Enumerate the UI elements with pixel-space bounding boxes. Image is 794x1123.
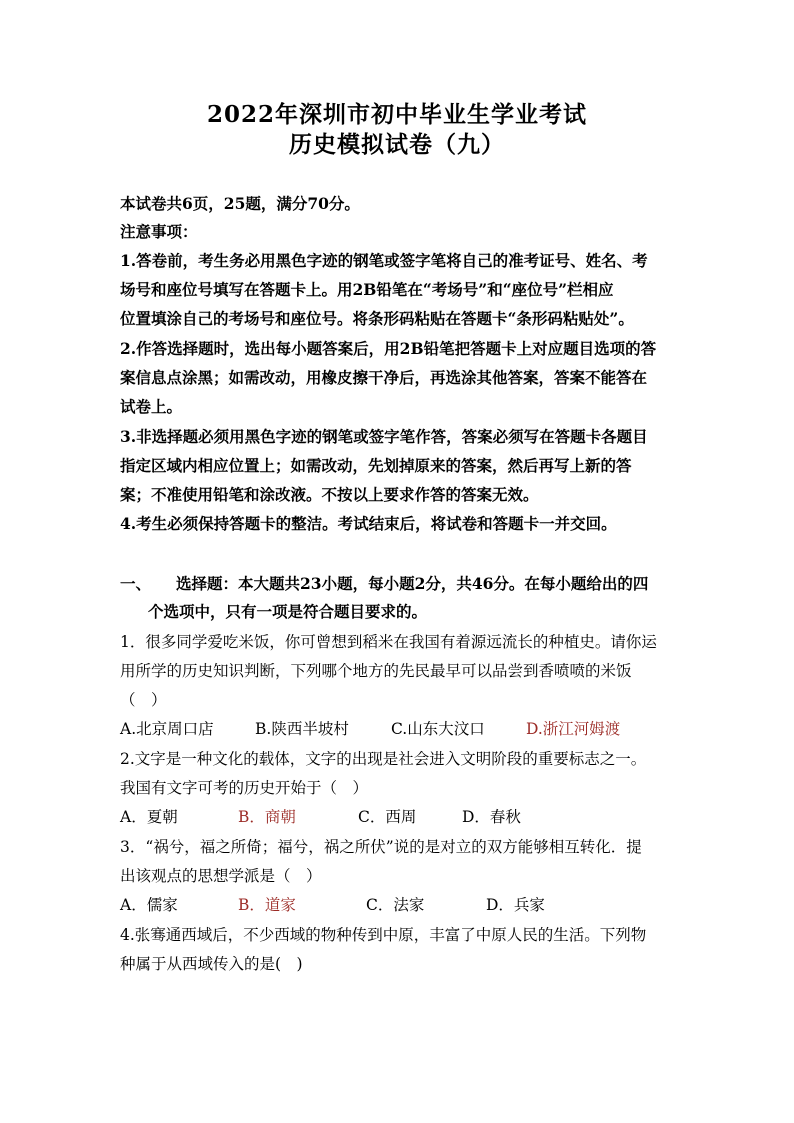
question-1-text: 用所学的历史知识判断，下列哪个地方的先民最早可以品尝到香喷喷的米饭 — [120, 662, 632, 680]
question-2-text: 2.文字是一种文化的载体，文字的出现是社会进入文明阶段的重要标志之一。 — [120, 750, 647, 768]
note-line: 场号和座位号填写在答题卡上。用2B铅笔在“考场号”和“座位号”栏相应 — [120, 280, 614, 299]
question-2-text: 我国有文字可考的历史开始于（ ） — [120, 779, 369, 797]
option-d: D．春秋 — [462, 808, 521, 826]
question-1-options — [120, 719, 680, 739]
section-instructions: 选择题：本大题共23小题，每小题2分，共46分。在每小题给出的四 — [176, 574, 649, 593]
paper-summary: 本试卷共6页，25题，满分70分。 — [120, 194, 360, 213]
question-4-text: 种属于从西域传入的是( ) — [120, 955, 303, 973]
option-d-answer: D.浙江河姆渡 — [526, 720, 621, 738]
note-line: 4.考生必须保持答题卡的整洁。考试结束后，将试卷和答题卡一并交回。 — [120, 514, 617, 533]
note-line: 试卷上。 — [120, 397, 183, 416]
page-subtitle: 历史模拟试卷（九） — [289, 131, 505, 158]
option-a: A.北京周口店 — [120, 720, 214, 738]
note-line: 指定区域内相应位置上；如需改动，先划掉原来的答案，然后再写上新的答 — [120, 456, 632, 475]
note-line: 案信息点涂黑；如需改动，用橡皮擦干净后，再选涂其他答案，答案不能答在 — [120, 368, 648, 387]
option-b: B.陕西半坡村 — [255, 720, 349, 738]
option-b-answer: B．道家 — [238, 896, 296, 914]
note-line: 3.非选择题必须用黑色字迹的钢笔或签字笔作答，答案必须写在答题卡各题目 — [120, 427, 648, 446]
option-a: A．夏朝 — [120, 808, 178, 826]
section-instructions-cont: 个选项中，只有一项是符合题目要求的。 — [148, 602, 428, 621]
question-1-blank: （ ） — [120, 691, 167, 709]
notes-heading: 注意事项： — [120, 222, 198, 241]
option-d: D．兵家 — [486, 896, 545, 914]
question-2-options — [120, 807, 680, 827]
note-line: 2.作答选择题时，选出每小题答案后，用2B铅笔把答题卡上对应题目选项的答 — [120, 339, 657, 358]
question-3-options — [120, 895, 680, 915]
question-4-text: 4.张骞通西域后，不少西域的物种传到中原，丰富了中原人民的生活。下列物 — [120, 926, 647, 944]
option-c: C．法家 — [366, 896, 425, 914]
option-a: A．儒家 — [120, 896, 178, 914]
section-number: 一、 — [120, 574, 152, 593]
option-c: C．西周 — [358, 808, 417, 826]
question-3-text: 出该观点的思想学派是（ ） — [120, 867, 322, 885]
question-3-text: 3．“祸兮，福之所倚；福兮，祸之所伏”说的是对立的双方能够相互转化．提 — [120, 838, 642, 856]
section-heading — [0, 574, 794, 596]
note-line: 位置填涂自己的考场号和座位号。将条形码粘贴在答题卡“条形码粘贴处”。 — [120, 309, 634, 328]
note-line: 案；不准使用铅笔和涂改液。不按以上要求作答的答案无效。 — [120, 485, 539, 504]
page-title: 2022年深圳市初中毕业生学业考试 — [206, 101, 587, 128]
question-1-text: 1．很多同学爱吃米饭，你可曾想到稻米在我国有着源远流长的种植史。请你运 — [120, 633, 657, 651]
note-line: 1.答卷前，考生务必用黑色字迹的钢笔或签字笔将自己的准考证号、姓名、考 — [120, 251, 648, 270]
option-b-answer: B．商朝 — [238, 808, 296, 826]
option-c: C.山东大汶口 — [391, 720, 485, 738]
